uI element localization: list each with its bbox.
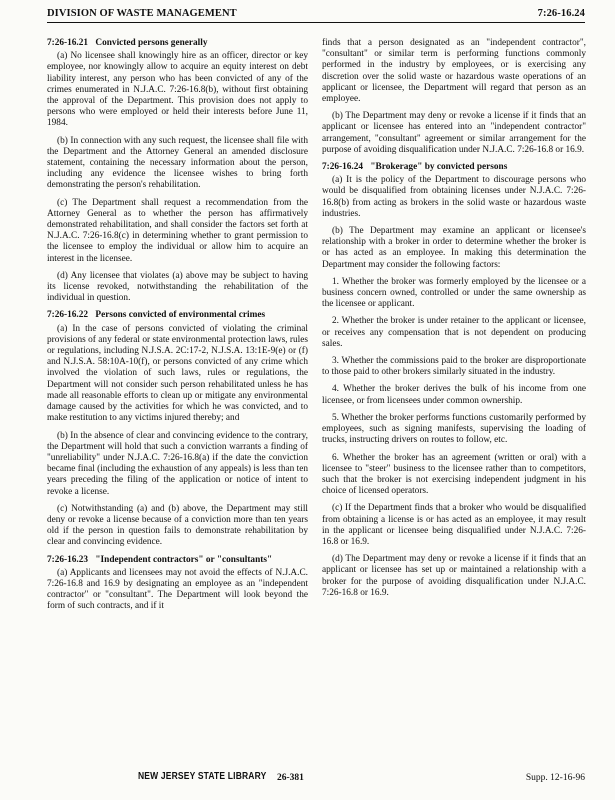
paragraph: (b) In connection with any such request, the licensee shall file with the Department and the Attorney General an amended disclosure statement, containing the necessary information about the person, including any evidence the licensee wishes to bring forth demonstrating the person's rehabilitation.: [47, 135, 308, 191]
right-column: [322, 38, 586, 605]
list-item: 1. Whether the broker was formerly employed by the licensee or a business concern owned, controlled or under the same ownership as the licensee or applicant.: [322, 276, 586, 310]
paragraph: (c) Notwithstanding (a) and (b) above, the Department may still deny or revoke a license because of a conviction more than ten years old if the person in question fails to demonstrate rehabilitation by clear and convincing evidence.: [47, 503, 308, 548]
section-number: 7:26-16.23: [47, 554, 89, 565]
library-stamp: NEW JERSEY STATE LIBRARY: [138, 771, 267, 782]
paragraph: (c) If the Department finds that a broker who would be disqualified from obtaining a license is or has acted as an employee, it may result in the applicant or licensee being disqualified under N.J.A.C. 7:26-16.8 or 16.9.: [322, 503, 586, 547]
division-title: DIVISION OF WASTE MANAGEMENT: [47, 8, 237, 19]
paragraph: (b) In the absence of clear and convincing evidence to the contrary, the Department will hold that such a conviction warrants a finding of "unreliability" under N.J.A.C. 7:26-16.8(a) if the date the conviction became final (including the exhaustion of any appeals) is less than ten years preceding the filing of the application or notice of intent to revoke a license.: [47, 430, 308, 497]
section-number: 7:26-16.24: [322, 162, 364, 173]
paragraph: (b) The Department may examine an applicant or licensee's relationship with a broker in order to determine whether the broker is or has acted as an employee. In making this determination the Department may consider the following factors:: [322, 226, 586, 270]
left-column: [47, 38, 308, 619]
section-heading-16-24: [322, 162, 586, 173]
running-header: [47, 8, 585, 23]
list-item: 5. Whether the broker performs functions customarily performed by employees, such as signing manifests, supervising the loading of trucks, instructing drivers on routes to follow, etc.: [322, 412, 586, 446]
paragraph: (d) Any licensee that violates (a) above may be subject to having its license revoked, notwithstanding the rehabilitation of the individual in question.: [47, 270, 308, 304]
list-item: 6. Whether the broker has an agreement (written or oral) with a licensee to "steer" business to the licensee rather than to competitors, such that the broker is not exercising independent judgment in his choice of licensed operators.: [322, 452, 586, 497]
list-item: 2. Whether the broker is under retainer to the applicant or licensee, or receives any compensation that is not dependent on producing sales.: [322, 316, 586, 349]
section-range: 7:26-16.24: [537, 8, 585, 19]
section-heading-16-21: [47, 38, 308, 49]
section-title: Convicted persons generally: [95, 38, 208, 48]
section-title: "Independent contractors" or "consultants": [95, 554, 273, 565]
section-title: "Brokerage" by convicted persons: [370, 162, 508, 173]
paragraph: (d) The Department may deny or revoke a license if it finds that an applicant or licensee has set up or maintained a relationship with a broker for the purpose of avoiding disqualification under N.J.A.C. 7:26-16.8 or 16.9.: [322, 554, 586, 598]
section-title: Persons convicted of environmental crimes: [95, 310, 266, 321]
section-heading-16-22: [47, 310, 308, 321]
supplement-date: Supp. 12-16-96: [525, 773, 585, 783]
list-item: 3. Whether the commissions paid to the broker are disproportionate to those paid to other brokers similarly situated in the industry.: [322, 356, 586, 378]
paragraph-continued: finds that a person designated as an "independent contractor", "consultant" or similar term is performing functions commonly performed in the industry by employees, or is exercising any discretion over the solid waste or hazardous waste operations of an applicant or licensee, the Department will regard that person as an employee.: [322, 38, 586, 105]
paragraph: (a) In the case of persons convicted of violating the criminal provisions of any federal or state environmental protection laws, rules or regulations, including N.J.S.A. 2C:17-2, N.J.S.A. 13:1E-9(e) or (f) and N.J.S.A. 58:10A-10(f), or persons convicted of any crime which involved the violation of such laws, rules or regulations, the Department will not consider such person rehabilitated unless he has made all reasonable efforts to clean up or mitigate any environmental damage caused by the activities for which he was convicted, and to make restitution to any victims injured thereby; and: [47, 323, 308, 424]
paragraph: (b) The Department may deny or revoke a license if it finds that an applicant or licensee has entered into an "independent contractor" arrangement, "consultant" agreement or similar arrangement for the purpose of avoiding disqualification under N.J.A.C. 7:26-16.8 or 16.9.: [322, 111, 586, 155]
paragraph: (a) It is the policy of the Department to discourage persons who would be disqualified from obtaining licenses under N.J.A.C. 7:26-16.8(b) from acting as brokers in the solid waste or hazardous waste industries.: [322, 175, 586, 219]
section-number: 7:26-16.21: [47, 38, 89, 48]
paragraph: (c) The Department shall request a recommendation from the Attorney General as to whether the person has affirmatively demonstrated rehabilitation, and shall consider the factors set forth at N.J.A.C. 7:26-16.8(c) in determining whether to grant permission to the licensee to employ the individual or allow him to acquire an interest in the licensee.: [47, 197, 308, 264]
page-number: 26-381: [277, 773, 304, 783]
list-item: 4. Whether the broker derives the bulk of his income from one licensee, or from licensees under common ownership.: [322, 384, 586, 406]
paragraph: (a) No licensee shall knowingly hire as an officer, director or key employee, nor knowingly allow to acquire an equity interest on debt liability interest, any person who has been convicted of any of the crimes enumerated in N.J.A.C. 7:26-16.8(b), without first obtaining the approval of the Department. This provision does not apply to persons who were employed or held their interests before June 11, 1984.: [47, 51, 308, 129]
paragraph: (a) Applicants and licensees may not avoid the effects of N.J.A.C. 7:26-16.8 and 16.9 by designating an employee as an "independent contractor" or "consultant". The Department will look beyond the form of such contracts, and if it: [47, 567, 308, 612]
section-number: 7:26-16.22: [47, 310, 89, 321]
section-heading-16-23: [47, 555, 308, 566]
